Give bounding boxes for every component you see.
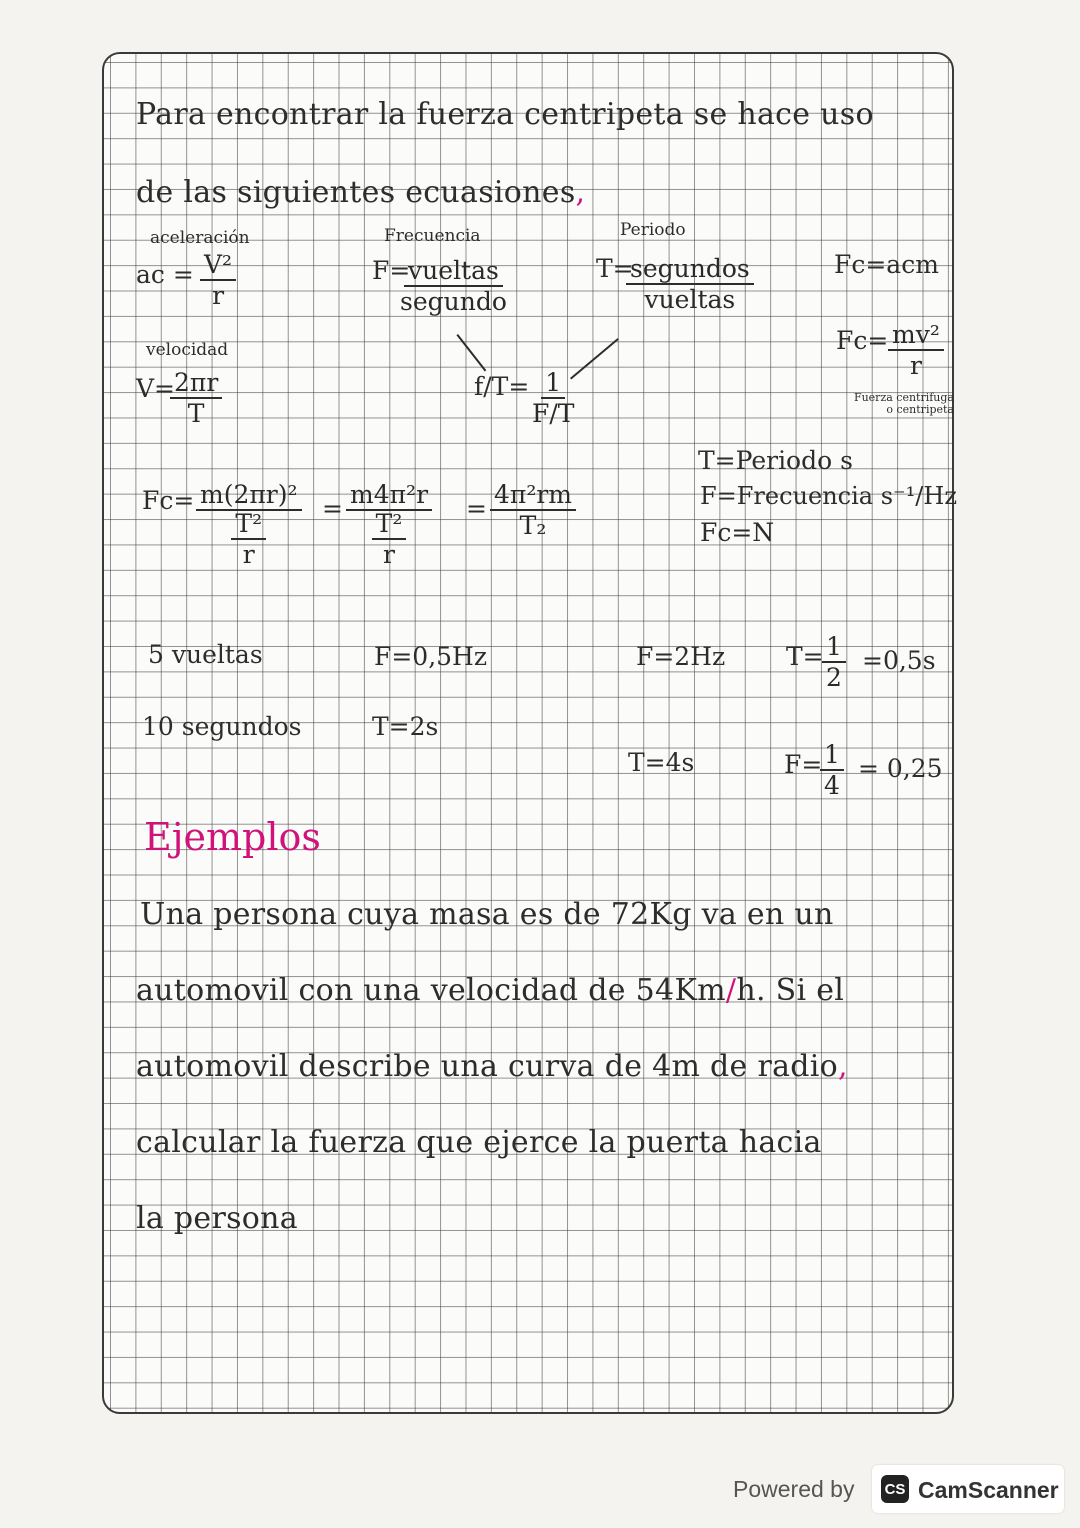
example-f4-numerator: 1 [820,742,844,771]
example-vueltas: 5 vueltas [148,640,263,669]
derivation-term-2 [346,482,432,567]
camscanner-brand: CamScanner [918,1477,1059,1503]
ft-numerator: 1 [541,370,565,399]
unit-period: T=Periodo s [698,446,853,475]
derivation-lhs: Fc= [142,486,195,515]
derivation-term-1 [196,482,302,567]
derivation-term-3-denominator: T₂ [519,511,547,540]
derivation-term-1-denominator: r [242,540,255,569]
intro-line-1: Para encontrar la fuerza centripeta se hace uso [136,97,874,132]
ac-numerator: V² [200,252,236,281]
ft-denominator: F/T [532,399,575,428]
derivation-term-2-denominator: r [383,540,395,569]
freq-numerator: vueltas [404,258,503,287]
ac-lhs: ac = [136,260,194,289]
problem-line-2-slash: / [725,973,737,1008]
example-segundos: 10 segundos [142,712,302,741]
ac-denominator: r [212,281,225,310]
problem-line-3 [136,1049,848,1084]
derivation-equals-1: = [322,494,343,523]
example-t2-result: =0,5s [862,646,936,675]
period-denominator: vueltas [644,285,736,314]
derivation-term-1-middle: T² [231,511,266,540]
problem-line-3-mark: , [838,1049,848,1084]
example-f4-fraction [820,742,844,798]
vel-lhs: V= [136,374,176,403]
example-t2-fraction [822,634,846,690]
fc-vector-numerator: mv² [888,322,944,351]
derivation-term-2-middle: T² [372,511,407,540]
derivation-term-3-numerator: 4π²rm [490,482,576,511]
vel-denominator: T [187,399,205,428]
example-f4-result: = 0,25 [858,754,943,783]
freq-denominator: segundo [400,287,507,316]
period-numerator: segundos [626,256,754,285]
vel-numerator: 2πr [170,370,222,399]
unit-force: Fc=N [700,518,775,547]
example-f4-lhs: F= [784,750,823,779]
derivation-term-2-numerator: m4π²r [346,482,432,511]
powered-by-text: Powered by [733,1476,855,1502]
period-lhs: T= [596,254,634,283]
example-f4-denominator: 4 [824,771,840,800]
acceleration-label: aceleración [150,228,250,248]
vel-fraction [170,370,222,426]
example-f2: F=2Hz [636,642,726,671]
derivation-equals-2: = [466,494,487,523]
problem-line-5: la persona [136,1201,298,1236]
problem-line-2 [136,973,845,1008]
examples-title: Ejemplos [144,815,321,859]
example-t2-lhs: T= [786,642,824,671]
freq-fraction [400,258,507,314]
example-t4: T=4s [628,748,695,777]
intro-line-2 [136,175,586,210]
freq-lhs: F= [372,256,411,285]
fc-vector-lhs: Fc= [836,326,889,355]
camscanner-icon: CS [881,1475,909,1503]
intro-line-2-text: de las siguientes ecuasiones [136,175,576,210]
derivation-term-1-numerator: m(2πr)² [196,482,302,511]
problem-line-4: calcular la fuerza que ejerce la puerta hacia [136,1125,822,1160]
fc-vector-formula-1: Fc=acm [834,250,939,279]
problem-line-2-a: automovil con una velocidad de 54Km [136,973,726,1008]
period-fraction [626,256,754,312]
example-t2-numerator: 1 [822,634,846,663]
ft-fraction [532,370,574,426]
fc-note: Fuerza centrifuga o centripeta [853,391,954,416]
camscanner-logo [872,1465,1064,1513]
example-freq-result: F=0,5Hz [374,642,488,671]
ac-fraction [200,252,236,308]
intro-line-2-mark: , [575,175,586,210]
problem-line-2-b: h. Si el [736,973,845,1008]
example-period-result: T=2s [372,712,439,741]
ft-lhs: f/T= [474,372,530,401]
frequency-label: Frecuencia [384,226,481,246]
problem-line-1: Una persona cuya masa es de 72Kg va en un [140,897,834,932]
period-label: Periodo [620,220,686,240]
example-t2-denominator: 2 [826,663,842,692]
fc-vector-denominator: r [909,351,922,380]
fc-vector-fraction [888,322,944,378]
velocity-label: velocidad [146,340,229,360]
problem-line-3-text: automovil describe una curva de 4m de radio [136,1049,839,1084]
unit-frequency: F=Frecuencia s⁻¹/Hz [700,482,957,510]
derivation-term-3 [490,482,576,538]
